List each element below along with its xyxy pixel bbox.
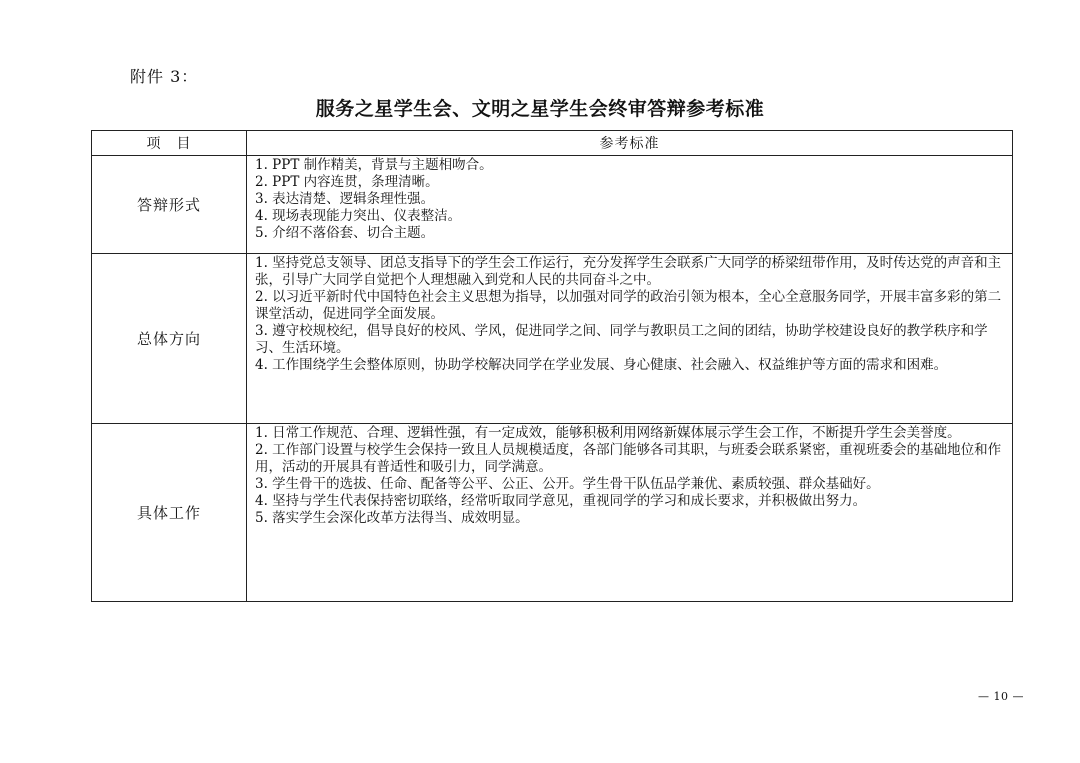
criteria-item: 2. 以习近平新时代中国特色社会主义思想为指导，以加强对同学的政治引领为根本，全心全意服务同学，开展丰富多彩的第二课堂活动，促进同学全面发展。	[255, 289, 1002, 323]
table-header-row	[92, 131, 1013, 156]
row-label-specific-work: 具体工作	[92, 423, 247, 601]
criteria-item: 3. 遵守校规校纪，倡导良好的校风、学风，促进同学之间、同学与教职员工之间的团结，协助学校建设良好的教学秩序和学习、生活环境。	[255, 323, 988, 357]
criteria-item: 5. 落实学生会深化改革方法得当、成效明显。	[255, 509, 529, 526]
table-row	[92, 254, 1013, 423]
header-standard: 参考标准	[247, 131, 1013, 156]
criteria-item: 3. 表达清楚、逻辑条理性强。	[255, 191, 435, 207]
criteria-item: 3. 学生骨干的选拔、任命、配备等公平、公正、公开。学生骨干队伍品学兼优、素质较强、群众基础好。	[255, 475, 880, 492]
row-label-defense-format: 答辩形式	[92, 156, 247, 254]
header-item: 项 目	[92, 131, 247, 156]
criteria-item: 2. 工作部门设置与校学生会保持一致且人员规模适度，各部门能够各司其职，与班委会联系紧密，重视班委会的基础地位和作用，活动的开展具有普适性和吸引力，同学满意。	[255, 441, 1002, 475]
criteria-table	[91, 130, 1013, 602]
attachment-label: 附件 3：	[130, 67, 199, 86]
row-label-overall-direction: 总体方向	[92, 254, 247, 423]
criteria-item: 4. 现场表现能力突出、仪表整洁。	[255, 208, 462, 224]
row-criteria	[247, 254, 1013, 423]
criteria-item: 5. 介绍不落俗套、切合主题。	[255, 225, 435, 241]
criteria-item: 4. 工作围绕学生会整体原则，协助学校解决同学在学业发展、身心健康、社会融入、权益维护等方面的需求和困难。	[255, 357, 948, 374]
criteria-item: 2. PPT 内容连贯，条理清晰。	[255, 174, 439, 190]
criteria-item: 1. 坚持党总支领导、团总支指导下的学生会工作运行，充分发挥学生会联系广大同学的桥梁纽带作用，及时传达党的声音和主张，引导广大同学自觉把个人理想融入到党和人民的共同奋斗之中。	[255, 255, 1002, 289]
row-criteria	[247, 156, 1013, 254]
criteria-item: 4. 坚持与学生代表保持密切联络，经常听取同学意见，重视同学的学习和成长要求，并积极做出努力。	[255, 492, 867, 509]
table-row	[92, 156, 1013, 254]
table-row	[92, 423, 1013, 601]
page-number: — 10 —	[978, 690, 1024, 703]
row-criteria	[247, 423, 1013, 601]
criteria-item: 1. PPT 制作精美，背景与主题相吻合。	[255, 157, 493, 173]
document-title: 服务之星学生会、文明之星学生会终审答辩参考标准	[315, 98, 765, 120]
criteria-item: 1. 日常工作规范、合理、逻辑性强，有一定成效，能够积极利用网络新媒体展示学生会工作，不断提升学生会美誉度。	[255, 424, 961, 441]
